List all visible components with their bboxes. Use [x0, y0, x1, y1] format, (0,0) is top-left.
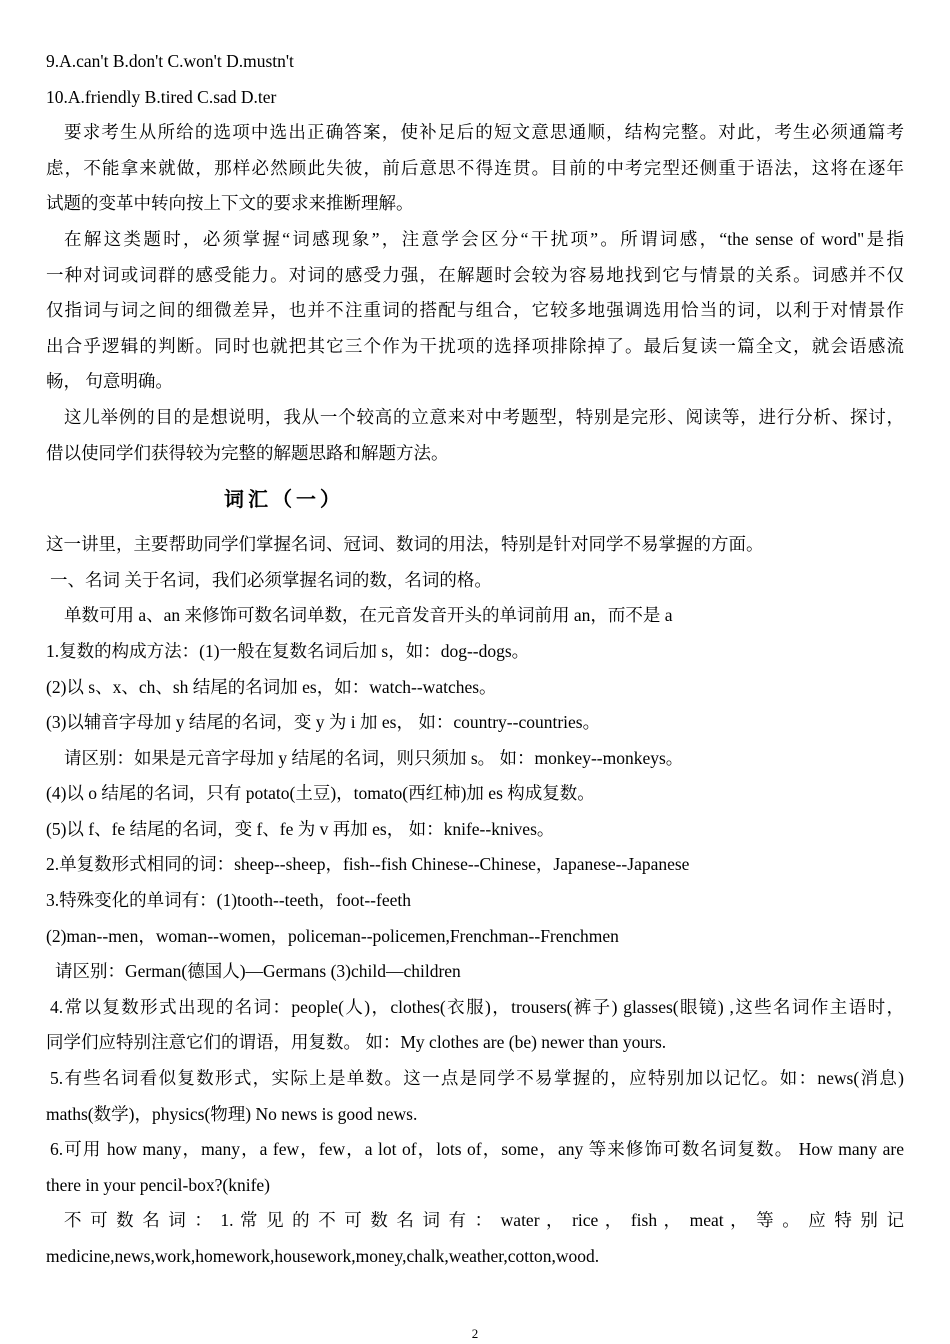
text-line: (5)以 f、fe 结尾的名词，变 f、fe 为 v 再加 es， 如：knife--knives。 — [46, 818, 555, 839]
text-line: 这一讲里，主要帮助同学们掌握名词、冠词、数词的用法，特别是针对同学不易掌握的方面。 — [46, 534, 764, 555]
text-line: 单数可用 a、an 来修饰可数名词单数，在元音发音开头的单词前用 an，而不是 a — [64, 605, 673, 626]
text-line: 同学们应特别注意它们的谓语，用复数。 如：My clothes are (be) newer than yours. — [46, 1032, 667, 1053]
page-content — [46, 44, 904, 1275]
text-line: (2)man--men，woman--women，policeman--policemen,Frenchman--Frenchmen — [46, 925, 619, 946]
text-line: 要求考生从所给的选项中选出正确答案，使补足后的短文意思通顺，结构完整。对此，考生必须通篇考 — [64, 122, 904, 143]
text-line: 在解这类题时，必须掌握“词感现象”，注意学会区分“干扰项”。所谓词感，“the sense of word"是指 — [64, 228, 904, 249]
text-line: 请区别：German(德国人)—Germans (3)child—children — [55, 961, 461, 982]
text-line: 仅指词与词之间的细微差异，也并不注重词的搭配与组合，它较多地强调选用恰当的词，以利于对情景作 — [46, 300, 904, 321]
text-line: 借以使同学们获得较为完整的解题思路和解题方法。 — [46, 442, 449, 463]
text-line: 虑，不能拿来就做，那样必然顾此失彼，前后意思不得连贯。目前的中考完型还侧重于语法，这将在逐年 — [46, 157, 904, 178]
text-line: 请区别：如果是元音字母加 y 结尾的名词，则只须加 s。 如：monkey--monkeys。 — [64, 747, 684, 768]
text-line: 6.可用 how many，many，a few，few，a lot of，lots of，some，any 等来修饰可数名词复数。 How many are — [50, 1139, 904, 1160]
text-line: 2.单复数形式相同的词：sheep--sheep，fish--fish Chinese--Chinese，Japanese--Japanese — [46, 854, 690, 875]
text-line: (4)以 o 结尾的名词，只有 potato(土豆)，tomato(西红柿)加 es 构成复数。 — [46, 783, 595, 804]
page-number: 2 — [471, 1326, 479, 1341]
text-line: 1.复数的构成方法：(1)一般在复数名词后加 s，如：dog--dogs。 — [46, 640, 530, 661]
text-line: 畅， 句意明确。 — [46, 371, 173, 392]
text-line: 这儿举例的目的是想说明，我从一个较高的立意来对中考题型，特别是完形、阅读等，进行分析、探讨， — [64, 406, 904, 427]
text-line: (2)以 s、x、ch、sh 结尾的名词加 es，如：watch--watches。 — [46, 676, 497, 697]
text-line: 一、名词 关于名词，我们必须掌握名词的数，名词的格。 — [50, 569, 492, 590]
text-line: 10.A.friendly B.tired C.sad D.ter — [46, 86, 277, 107]
text-line: 4.常以复数形式出现的名词：people(人)，clothes(衣服)，trousers(裤子) glasses(眼镜) ,这些名词作主语时， — [50, 996, 904, 1017]
text-line: 5.有些名词看似复数形式，实际上是单数。这一点是同学不易掌握的，应特别加以记忆。如：news(消息) — [50, 1068, 904, 1089]
text-line: medicine,news,work,homework,housework,money,chalk,weather,cotton,wood. — [46, 1246, 600, 1266]
text-line: 不 可 数 名 词 ： 1. 常 见 的 不 可 数 名 词 有 ： water ， rice ， fish ， meat ， 等 。 应 特 别 记 — [64, 1210, 904, 1231]
text-line: 3.特殊变化的单词有：(1)tooth--teeth，foot--feeth — [46, 890, 411, 911]
text-line: (3)以辅音字母加 y 结尾的名词，变 y 为 i 加 es， 如：country--countries。 — [46, 712, 601, 733]
text-line: 试题的变革中转向按上下文的要求来推断理解。 — [46, 193, 414, 214]
text-line: 一种对词或词群的感受能力。对词的感受力强，在解题时会较为容易地找到它与情景的关系。词感并不仅 — [46, 264, 904, 285]
text-line: there in your pencil-box?(knife) — [46, 1174, 271, 1195]
section-heading: 词汇（一） — [224, 487, 344, 512]
text-line: 出合乎逻辑的判断。同时也就把其它三个作为干扰项的选择项排除掉了。最后复读一篇全文，就会语感流 — [46, 335, 904, 356]
text-line: maths(数学)，physics(物理) No news is good news. — [46, 1103, 418, 1124]
text-line: 9.A.can't B.don't C.won't D.mustn't — [46, 51, 294, 71]
